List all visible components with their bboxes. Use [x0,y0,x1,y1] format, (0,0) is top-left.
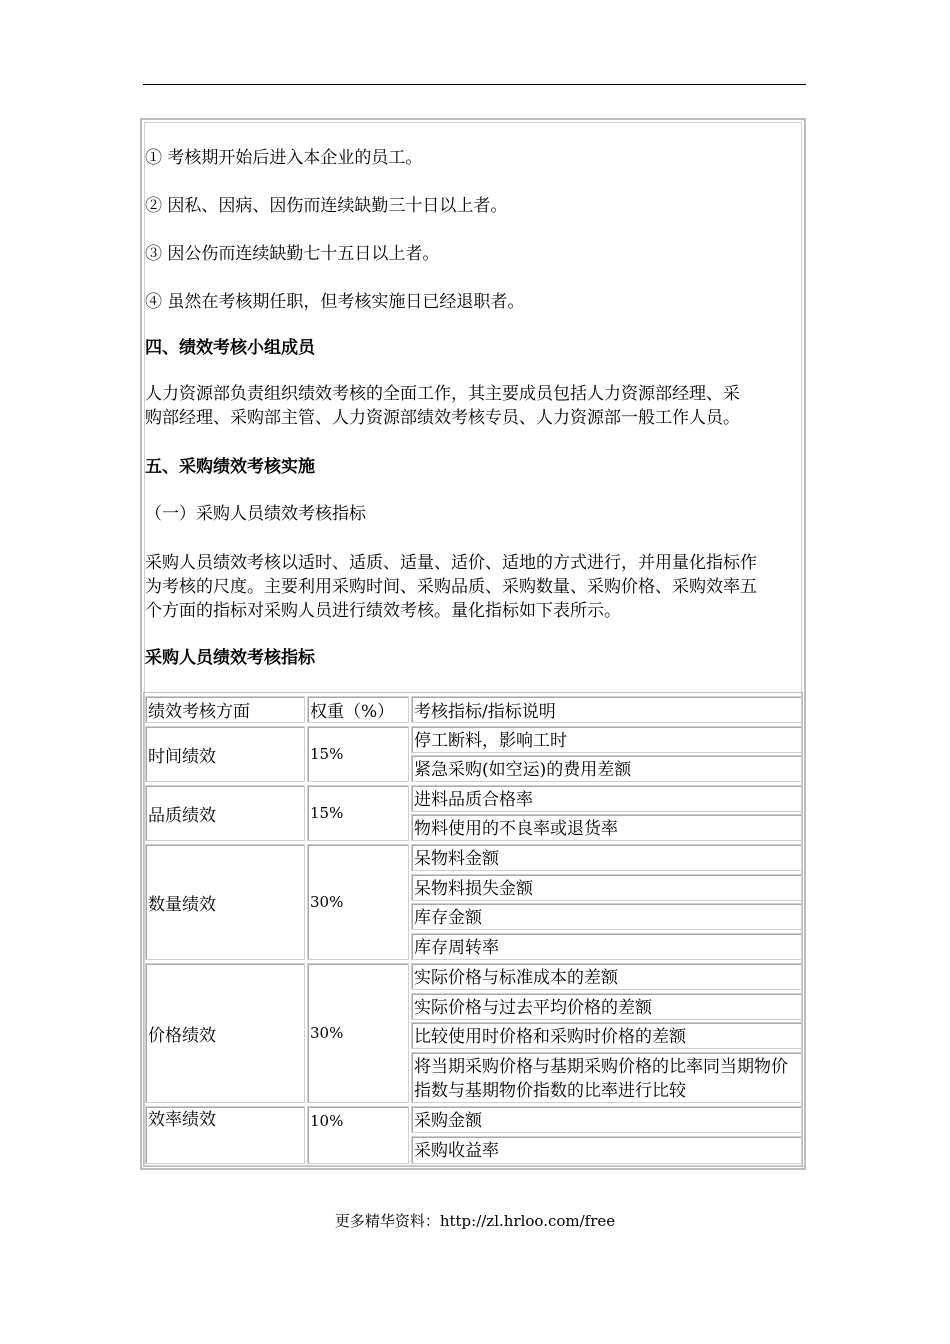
table-row-aspect: 效率绩效 [145,1106,305,1164]
table-row-aspect: 价格绩效 [145,963,305,1103]
table-row-indicator: 紧急采购(如空运)的费用差额 [411,755,802,782]
section5-line-2: 为考核的尺度。主要利用采购时间、采购品质、采购数量、采购价格、采购效率五 [145,577,757,597]
table-row-weight: 15% [307,726,409,782]
list-item-3: ③ 因公伤而连续缺勤七十五日以上者。 [145,244,440,264]
table-row-indicator: 库存金额 [411,903,802,930]
table-row-aspect: 品质绩效 [145,785,305,841]
table-row-indicator: 采购收益率 [411,1136,802,1164]
section5-heading: 五、采购绩效考核实施 [145,457,315,477]
table-title: 采购人员绩效考核指标 [145,648,315,668]
footer-link-text: 更多精华资料：http://zl.hrloo.com/free [334,1212,616,1230]
list-item-4: ④ 虽然在考核期任职，但考核实施日已经退职者。 [145,292,525,312]
list-item-1: ① 考核期开始后进入本企业的员工。 [145,148,423,168]
table-row-indicator: 停工断料，影响工时 [411,726,802,753]
table-row-indicator: 物料使用的不良率或退货率 [411,814,802,841]
section5-line-1: 采购人员绩效考核以适时、适质、适量、适价、适地的方式进行，并用量化指标作 [145,553,757,573]
table-row-indicator: 将当期采购价格与基期采购价格的比率同当期物价指数与基期物价指数的比率进行比较 [411,1052,802,1103]
table-row-indicator: 库存周转率 [411,933,802,960]
table-header-weight: 权重（%） [307,696,409,723]
table-row-weight: 15% [307,785,409,841]
table-row-aspect: 数量绩效 [145,844,305,960]
section4-line-1: 人力资源部负责组织绩效考核的全面工作，其主要成员包括人力资源部经理、采 [145,384,740,404]
section5-line-3: 个方面的指标对采购人员进行绩效考核。量化指标如下表所示。 [145,601,621,621]
table-row-weight: 10% [307,1106,409,1164]
table-row-indicator: 呆物料损失金额 [411,874,802,901]
table-header-aspect: 绩效考核方面 [145,696,305,723]
table-row-indicator: 进料品质合格率 [411,785,802,812]
table-row-weight: 30% [307,844,409,960]
table-header-indicators: 考核指标/指标说明 [411,696,802,723]
table-row-aspect: 时间绩效 [145,726,305,782]
header-rule [143,84,806,85]
section4-line-2: 购部经理、采购部主管、人力资源部绩效考核专员、人力资源部一般工作人员。 [145,408,740,428]
list-item-2: ② 因私、因病、因伤而连续缺勤三十日以上者。 [145,196,508,216]
table-row-weight: 30% [307,963,409,1103]
table-row-indicator: 实际价格与标准成本的差额 [411,963,802,990]
table-row-indicator: 呆物料金额 [411,844,802,871]
table-row-indicator: 实际价格与过去平均价格的差额 [411,993,802,1020]
table-row-indicator: 采购金额 [411,1106,802,1133]
section5-subheading: （一）采购人员绩效考核指标 [145,504,366,524]
table-row-indicator: 比较使用时价格和采购时价格的差额 [411,1022,802,1049]
section4-heading: 四、绩效考核小组成员 [145,338,315,358]
